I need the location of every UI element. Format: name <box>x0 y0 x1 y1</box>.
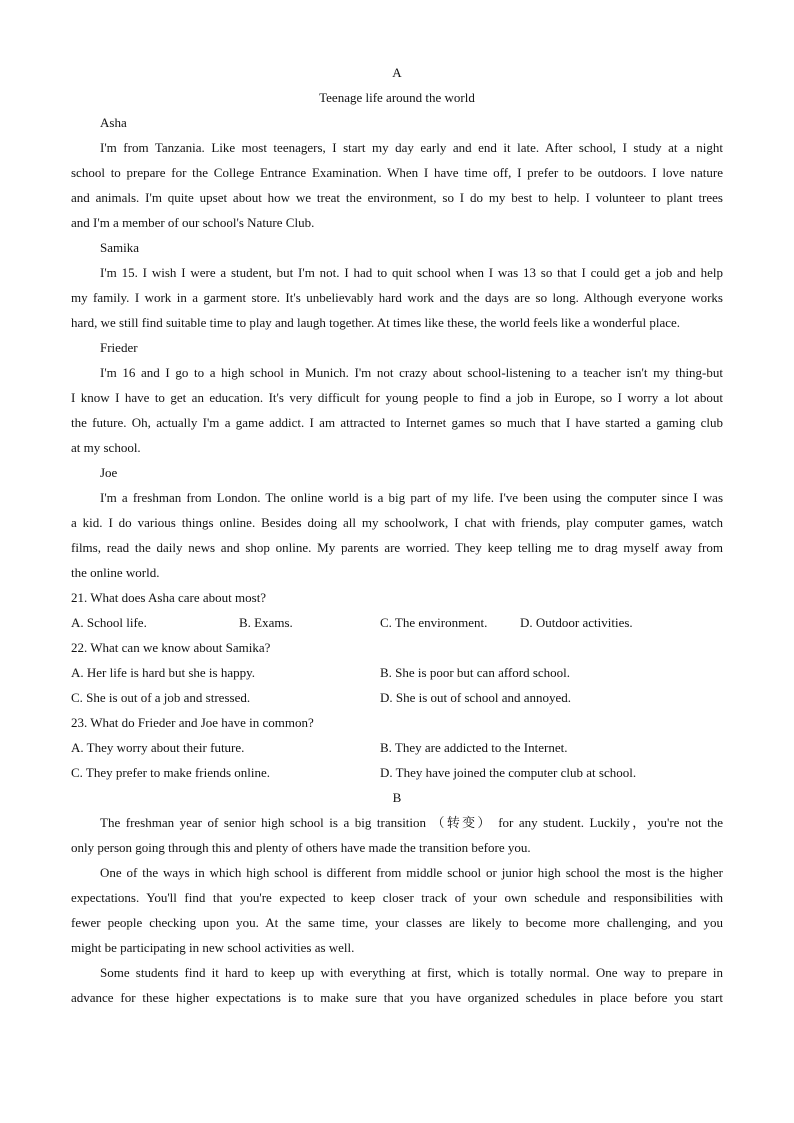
option-d: D. She is out of school and annoyed. <box>380 690 572 705</box>
question-options-21 <box>71 610 723 635</box>
option-c: C. She is out of a job and stressed. <box>71 690 251 705</box>
paragraph-line: might be participating in new school activities as well. <box>71 940 355 955</box>
option-b: B. She is poor but can afford school. <box>380 665 571 680</box>
passage-title: Teenage life around the world <box>319 90 475 105</box>
paragraph-line: school to prepare for the College Entrance Examination. When I have time off, I prefer to be outdoors. I love nature <box>71 165 723 180</box>
option-b: B. They are addicted to the Internet. <box>380 740 568 755</box>
option-a: A. Her life is hard but she is happy. <box>71 665 256 680</box>
paragraph-line: advance for these higher expectations is to make sure that you have organized schedules in place before you start <box>71 990 723 1005</box>
question-stem-22: 22. What can we know about Samika? <box>71 640 271 655</box>
paragraph-line: I'm 15. I wish I were a student, but I'm not. I had to quit school when I was 13 so that I could get a job and help <box>100 265 723 280</box>
paragraph-line: expectations. You'll find that you're expected to keep closer track of your own schedule and responsibilities with <box>71 890 723 905</box>
paragraph-line: Some students find it hard to keep up with everything at first, which is totally normal. One way to prepare in <box>100 965 723 980</box>
section-a-label: A <box>392 65 402 80</box>
person-name-frieder: Frieder <box>100 340 138 355</box>
paragraph-line: the future. Oh, actually I'm a game addict. I am attracted to Internet games so much that I have started a gaming club <box>71 415 723 430</box>
option-c: C. The environment. <box>380 615 488 630</box>
paragraph-line: I'm from Tanzania. Like most teenagers, I start my day early and end it late. After school, I study at a night <box>100 140 723 155</box>
question-options-22 <box>71 685 723 710</box>
question-options-23 <box>71 760 723 785</box>
question-stem-21: 21. What does Asha care about most? <box>71 590 267 605</box>
section-b-label: B <box>392 790 402 805</box>
option-d: D. They have joined the computer club at school. <box>380 765 637 780</box>
paragraph-line: I know I have to get an education. It's very difficult for young people to find a job in Europe, so I worry a lot about <box>71 390 723 405</box>
option-c: C. They prefer to make friends online. <box>71 765 271 780</box>
paragraph-line: The freshman year of senior high school is a big transition （转变） for any student. Luckily，you're not the <box>100 815 723 830</box>
question-options-23 <box>71 735 723 760</box>
paragraph-line: the online world. <box>71 565 160 580</box>
paragraph-line: fewer people checking upon you. At the same time, your classes are likely to become more challenging, and you <box>71 915 723 930</box>
option-a: A. School life. <box>71 615 147 630</box>
paragraph-line: only person going through this and plenty of others have made the transition before you. <box>71 840 531 855</box>
person-name-joe: Joe <box>100 465 118 480</box>
document-page <box>71 60 723 1010</box>
paragraph-line: films, read the daily news and shop online. My parents are worried. They keep telling me to drag myself away from <box>71 540 723 555</box>
option-d: D. Outdoor activities. <box>520 615 633 630</box>
option-b: B. Exams. <box>239 615 293 630</box>
paragraph-line: at my school. <box>71 440 141 455</box>
paragraph-line: One of the ways in which high school is different from middle school or junior high school the most is the higher <box>100 865 723 880</box>
question-options-22 <box>71 660 723 685</box>
paragraph-line: hard, we still find suitable time to play and laugh together. At times like these, the world feels like a wonderful place. <box>71 315 681 330</box>
question-stem-23: 23. What do Frieder and Joe have in common? <box>71 715 314 730</box>
person-name-samika: Samika <box>100 240 139 255</box>
paragraph-line: I'm a freshman from London. The online world is a big part of my life. I've been using the computer since I was <box>100 490 723 505</box>
option-a: A. They worry about their future. <box>71 740 245 755</box>
person-name-asha: Asha <box>100 115 127 130</box>
paragraph-line: my family. I work in a garment store. It's unbelievably hard work and the days are so long. Although everyone works <box>71 290 723 305</box>
paragraph-line: I'm 16 and I go to a high school in Munich. I'm not crazy about school-listening to a teacher isn't my thing-but <box>100 365 723 380</box>
paragraph-line: and I'm a member of our school's Nature Club. <box>71 215 315 230</box>
paragraph-line: a kid. I do various things online. Besides doing all my schoolwork, I chat with friends, play computer games, watch <box>71 515 723 530</box>
paragraph-line: and animals. I'm quite upset about how we treat the environment, so I do my best to help. I volunteer to plant trees <box>71 190 723 205</box>
